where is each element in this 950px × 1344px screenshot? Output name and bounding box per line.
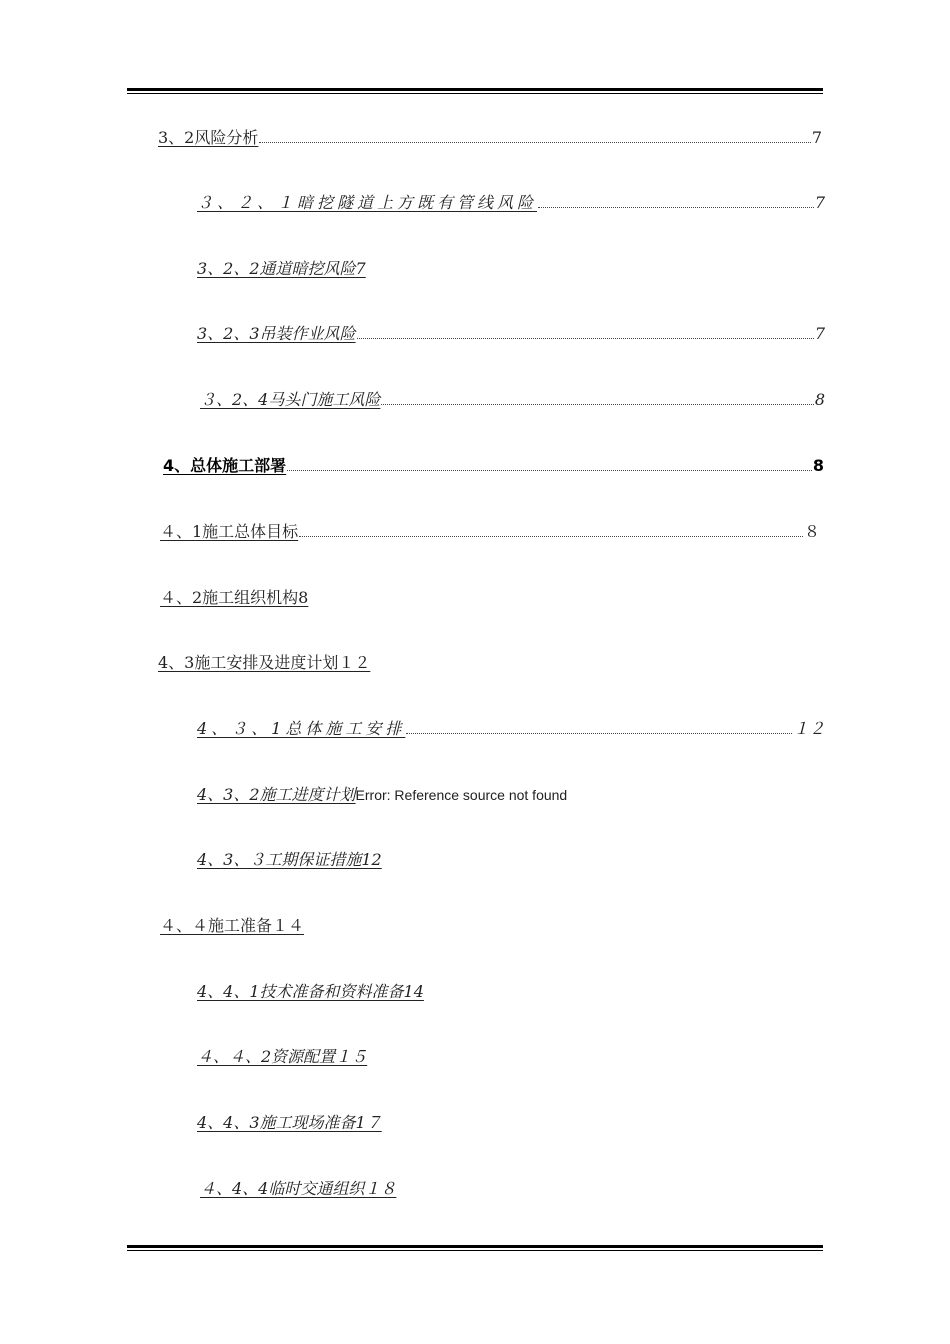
dot-leader — [287, 470, 812, 471]
toc-entry-4-3-1[interactable]: 4、３、1总体施工安排 １２ — [197, 719, 825, 738]
dot-leader — [357, 338, 814, 339]
toc-entry-4-1[interactable]: ４、1施工总体目标 ８ — [160, 522, 820, 541]
toc-entry-3-2-2[interactable]: 3、2、2通道暗挖风险7 — [197, 259, 366, 278]
toc-entry-4-4-1[interactable]: 4、4、1技术准备和资料准备14 — [197, 982, 424, 1001]
dot-leader — [406, 733, 792, 734]
toc-entry-3-2-3[interactable]: 3、2、3吊装作业风险 7 — [197, 324, 825, 343]
dot-leader — [259, 142, 810, 143]
dot-leader — [381, 404, 813, 405]
dot-leader — [299, 536, 803, 537]
toc-entry-3-2[interactable]: 3、2风险分析 7 — [158, 128, 822, 147]
footer-rule — [127, 1245, 823, 1251]
toc-entry-4-3[interactable]: 4、3施工安排及进度计划１２ — [158, 653, 371, 672]
toc-entry-3-2-4[interactable]: ３、2、4马头门施工风险 8 — [200, 390, 825, 409]
header-rule — [127, 88, 823, 94]
toc-entry-4-4-3[interactable]: 4、4、3施工现场准备1７ — [197, 1113, 382, 1132]
toc-entry-4-2[interactable]: ４、2施工组织机构8 — [160, 588, 309, 607]
toc-entry-4-4-2[interactable]: ４、４、2资源配置１５ — [197, 1047, 368, 1066]
toc-entry-3-2-1[interactable]: ３、２、１暗挖隧道上方既有管线风险 7 — [197, 193, 825, 212]
reference-error: Error: Reference source not found — [355, 787, 568, 803]
toc-entry-4-3-2[interactable]: 4、3、2施工进度计划 Error: Reference source not found — [197, 785, 568, 804]
toc-entry-4-4[interactable]: ４、４施工准备１４ — [160, 916, 305, 935]
toc-entry-4[interactable]: 4、总体施工部署 8 — [163, 456, 824, 475]
dot-leader — [538, 207, 814, 208]
toc-entry-4-3-3[interactable]: 4、3、３工期保证措施12 — [197, 850, 382, 869]
toc-entry-4-4-4[interactable]: ４、4、4临时交通组织１８ — [200, 1179, 397, 1198]
